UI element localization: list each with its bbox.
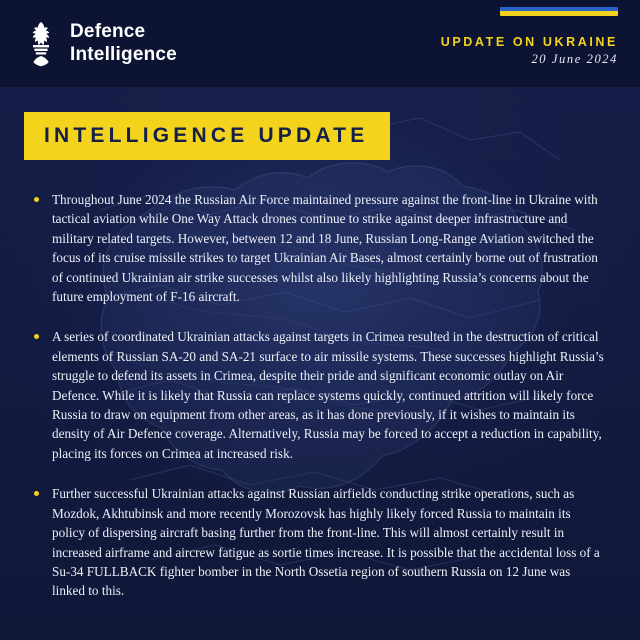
list-item: Further successful Ukrainian attacks against Russian airfields conducting strike operations, such as Mozdok, Akhtubinsk and more recently Morozovsk has highly likely forced Russia to maintain its policy of dispersing aircraft basing further from the front-line. This will almost certainly result in increased airframe and aircrew fatigue as sortie times increase. It is possible that the accidental loss of a Su-34 FULLBACK fighter bomber in the North Ossetia region of southern Russia on 12 June was linked to this. xyxy=(30,484,606,600)
page-title: INTELLIGENCE UPDATE xyxy=(24,112,390,160)
page-header xyxy=(0,0,640,88)
update-meta xyxy=(441,21,618,67)
update-body xyxy=(0,160,640,601)
update-label: UPDATE ON UKRAINE xyxy=(440,34,618,49)
organisation-line-2: Intelligence xyxy=(70,43,177,65)
list-item: A series of coordinated Ukrainian attacks against targets in Crimea resulted in the destruction of critical elements of Russian SA-20 and SA-21 surface to air missile systems. These successes highlight Russia’s struggle to defend its assets in Crimea, despite their pride and significant economic outlay on Air Defence. While it is likely that Russia can replace systems quickly, continued attrition will likely force Russia to draw on equipment from other areas, as it has done previously, if it wishes to maintain its density of Air Defence coverage. Alternatively, Russia may be forced to accept a reduction in capability, placing its forces on Crimea at increased risk. xyxy=(30,327,606,463)
organisation-line-1: Defence xyxy=(70,21,146,43)
brand xyxy=(24,21,177,67)
bullet-list xyxy=(30,190,606,601)
ukraine-flag-icon xyxy=(500,7,618,16)
banner-wrap xyxy=(0,88,640,160)
royal-crest-icon xyxy=(24,21,58,67)
list-item: Throughout June 2024 the Russian Air Force maintained pressure against the front-line in Ukraine with tactical aviation while One Way Attack drones continue to strike against deeper infrastructure and military related targets. However, between 12 and 18 June, Russian Long-Range Aviation switched the focus of its cruise missile strikes to target Ukrainian Air Bases, almost certainly borne out of frustration of continued Ukrainian air strike successes whilst also likely highlighting Russia’s concerns about the future employment of F-16 aircraft. xyxy=(30,190,606,306)
organisation-name xyxy=(70,21,177,66)
update-date: 20 June 2024 xyxy=(531,51,618,66)
